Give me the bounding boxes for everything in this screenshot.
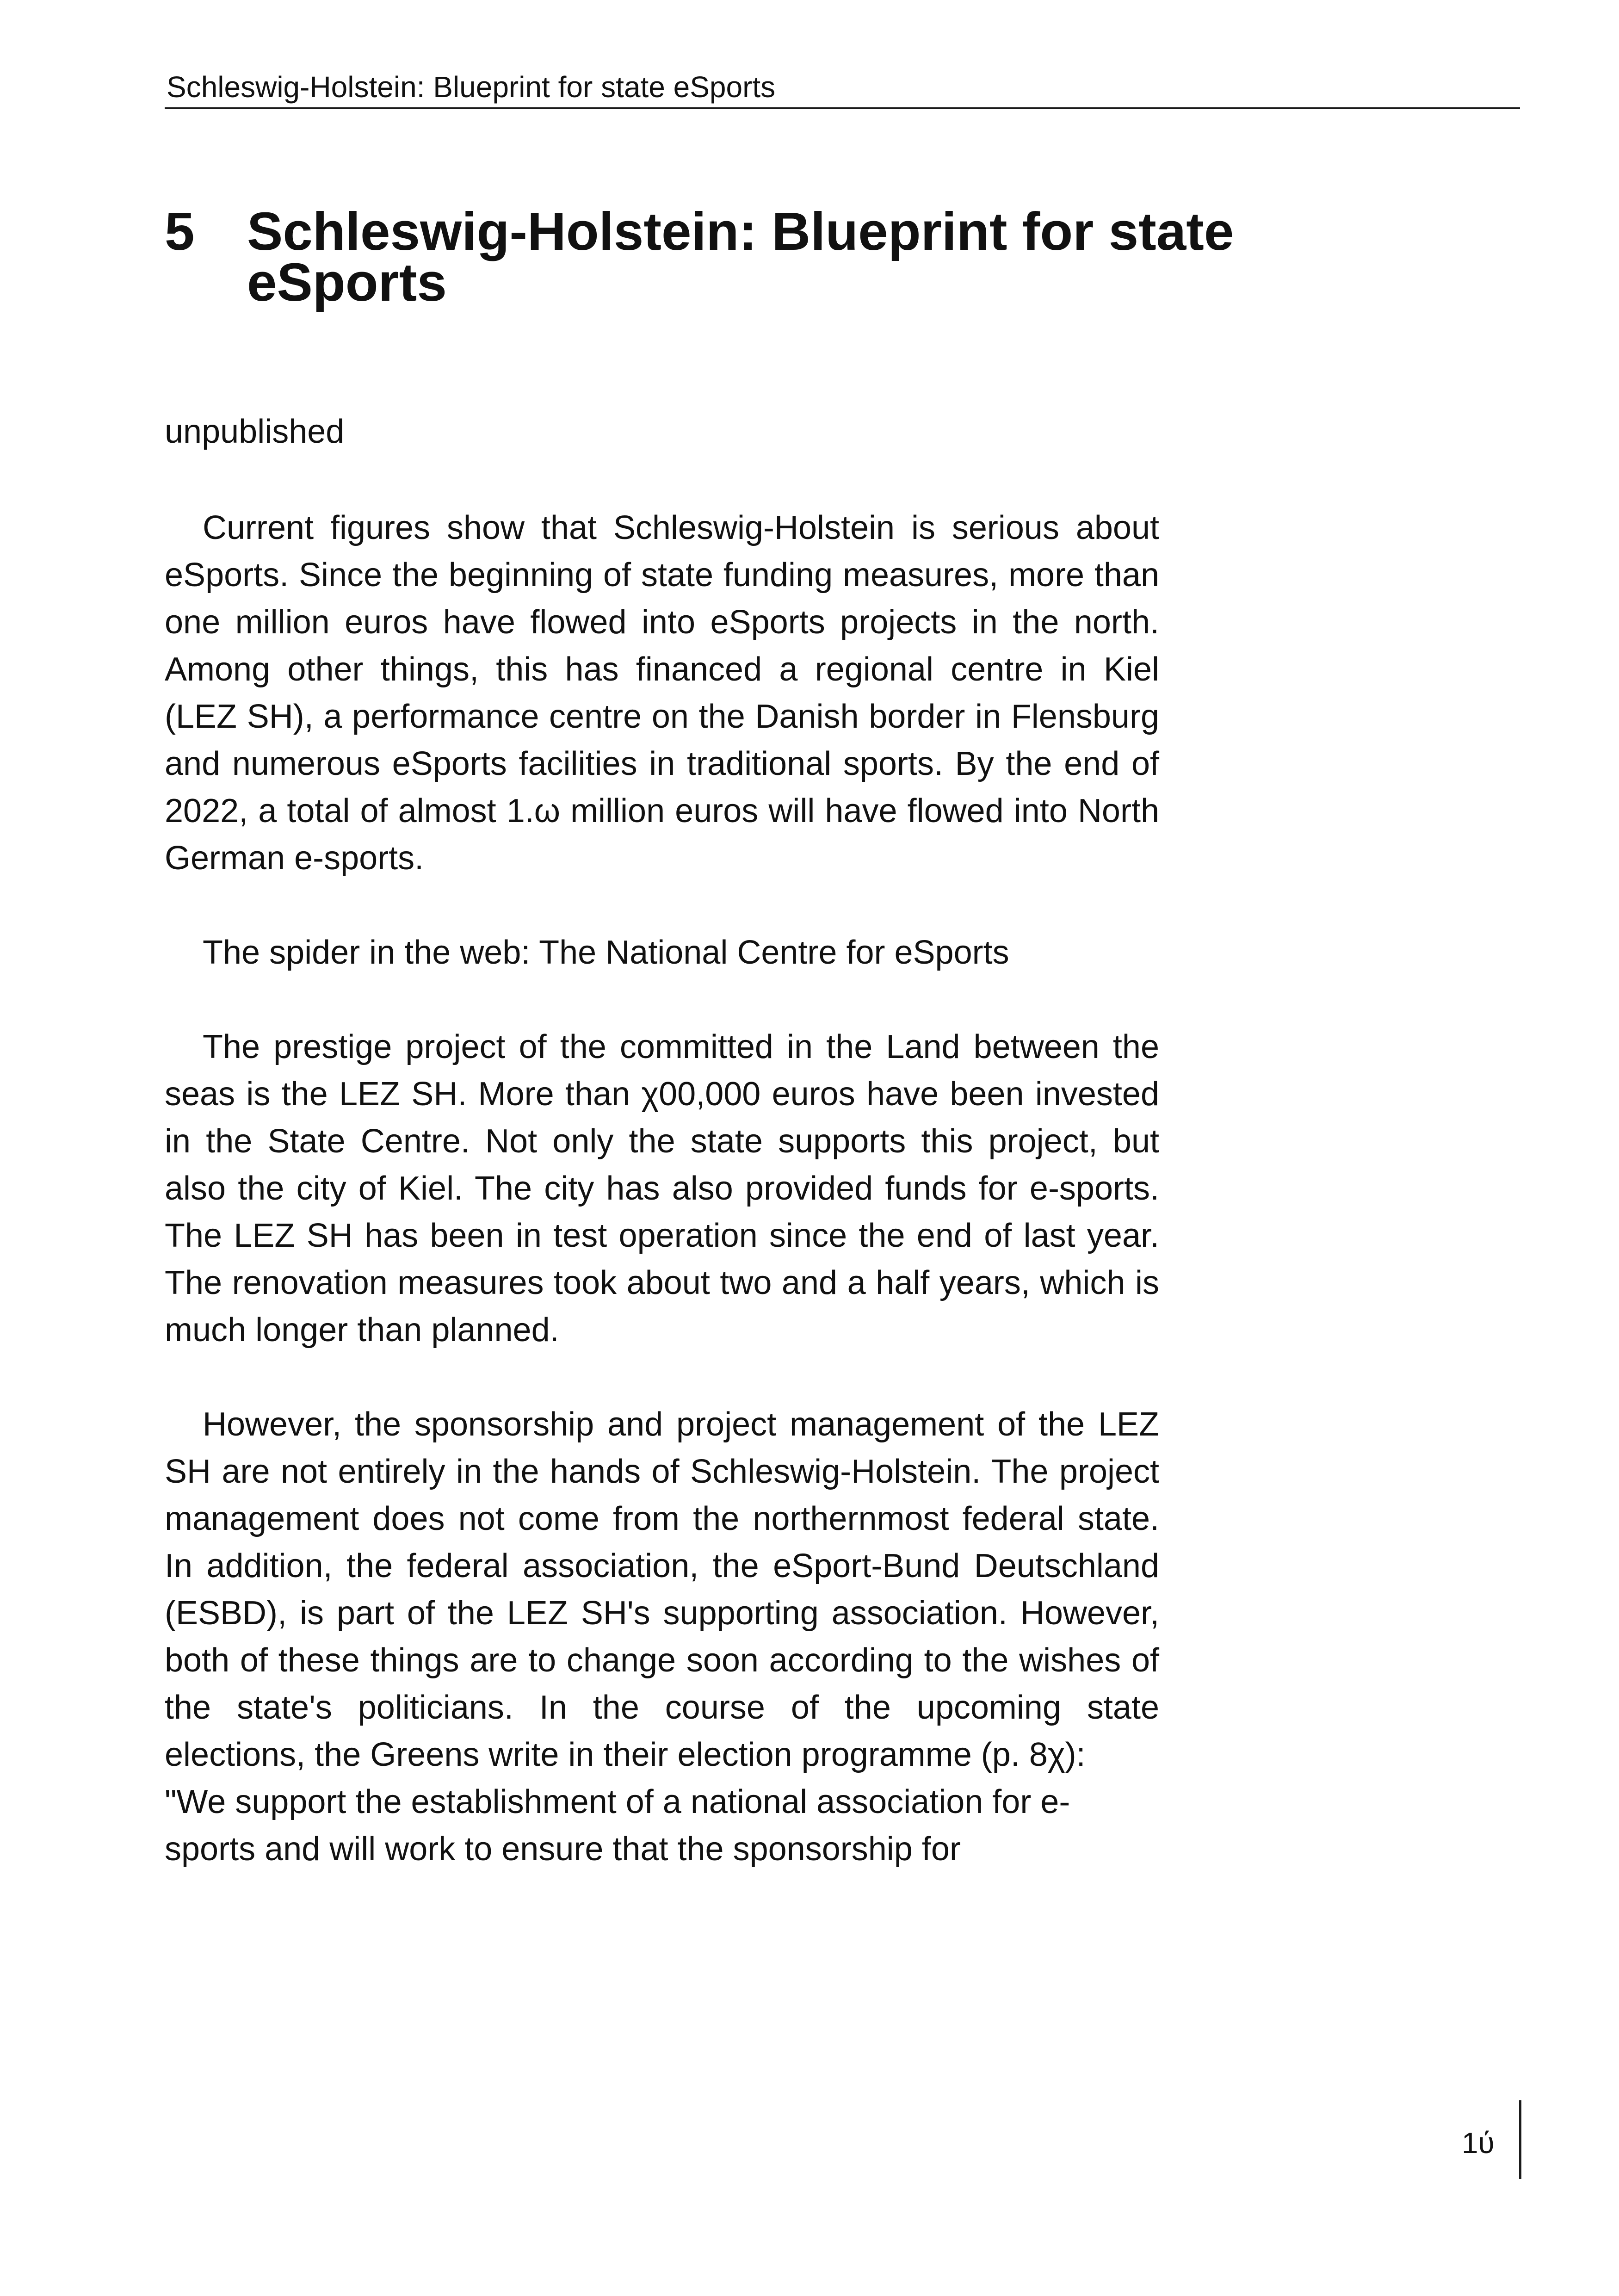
body-text xyxy=(165,504,1159,1873)
chapter-number: 5 xyxy=(165,201,195,261)
section-subheading: The spider in the web: The National Centre for eSports xyxy=(203,934,1009,971)
running-header-title: Schleswig-Holstein: Blueprint for state eSports xyxy=(167,70,776,104)
running-header xyxy=(165,69,1520,109)
page-number-rule xyxy=(1519,2100,1521,2179)
page-number: 1ύ xyxy=(1462,2126,1495,2160)
paragraph-sponsorship: However, the sponsorship and project management of the LEZ SH are not entirely in the hands of Schleswig-Holstein. The project management does not come from the northernmost federal state. In addition, the federal association, the eSport-Bund Deutschland (ESBD), is part of the LEZ SH's supporting association. However, both of these things are to change soon according to the wishes of the state's politicians. In the course of the upcoming state elections, the Greens write in their election programme (p. 8χ): xyxy=(165,1406,1159,1773)
publication-status: unpublished xyxy=(165,413,345,450)
paragraph-lez-sh: The prestige project of the committed in the Land between the seas is the LEZ SH. More than χ00,000 euros have been invested in the State Centre. Not only the state supports this project, but also the city of Kiel. The city has also provided funds for e-sports. The LEZ SH has been in test operation since the end of last year. The renovation measures took about two and a half years, which is much longer than planned. xyxy=(165,1028,1159,1349)
chapter-heading xyxy=(165,201,1275,312)
paragraph-quote: "We support the establishment of a national association for e-sports and will work to ensure that the sponsorship for xyxy=(165,1783,1070,1868)
chapter-title: Schleswig-Holstein: Blueprint for state eSports xyxy=(247,201,1234,312)
paragraph-intro: Current figures show that Schleswig-Holstein is serious about eSports. Since the beginning of state funding measures, more than one million euros have flowed into eSports projects in the north. Among other things, this has financed a regional centre in Kiel (LEZ SH), a performance centre on the Danish border in Flensburg and numerous eSports facilities in traditional sports. By the end of 2022, a total of almost 1.ω million euros will have flowed into North German e-sports. xyxy=(165,509,1159,877)
